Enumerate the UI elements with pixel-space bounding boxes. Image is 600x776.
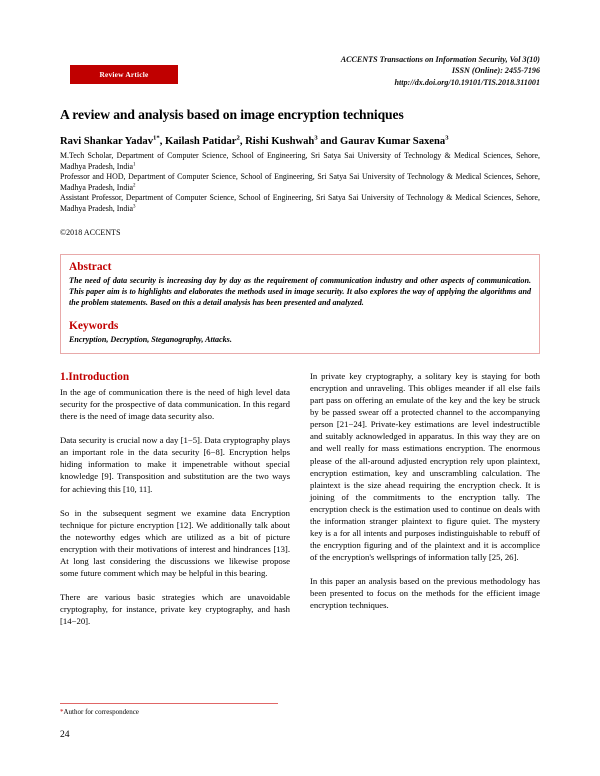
journal-issn-line: ISSN (Online): 2455-7196 [451, 66, 540, 76]
page-number: 24 [60, 729, 70, 740]
author-sup-4: 3 [445, 134, 449, 142]
author-name-1: Ravi Shankar Yadav [60, 136, 154, 147]
page-footer [60, 703, 290, 740]
footnote-divider [60, 703, 278, 704]
paragraph: So in the subsequent segment we examine data Encryption technique for picture encryption [12]. We additionally talk about the noteworthy edges which are utilized as a bit of picture encryption with their motivations of interest and hindrances [13]. At long last considering the discussions we likewise propose some future comment which may be helpful in this bearing. [60, 507, 290, 578]
author-sup-1: 1* [153, 134, 160, 142]
abstract-heading: Abstract [69, 260, 112, 273]
affiliation-2 [60, 172, 540, 193]
journal-title-line: ACCENTS Transactions on Information Security, Vol 3(10) [340, 55, 540, 64]
introduction-heading: 1.Introduction [60, 371, 130, 384]
keywords-text: Encryption, Decryption, Steganography, Attacks. [69, 335, 232, 345]
affiliation-2-text: Professor and HOD, Department of Computer Science, School of Engineering, Sri Satya Sai University of Technology & Medical Sciences, Sehore, Madhya Pradesh, India [60, 172, 540, 192]
abstract-box [60, 254, 540, 355]
affiliation-1-text: M.Tech Scholar, Department of Computer Science, School of Engineering, Sri Satya Sai University of Technology & Medical Sciences, Sehore, Madhya Pradesh, India [60, 151, 540, 171]
paragraph: In private key cryptography, a solitary key is staying for both encryption and unraveling. This obliges meander if all else fails part pass on offering an emulate of the key and the key be struck by be passed swear off a protected channel to the accompanying person [21−24]. Private-key estimations are level indestructible and suitably acknowledged in apparatus. In this way they are on and well really for mass estimations encryption. The enormous please of the all-around adjusted encryption rely upon plaintext, encryption estimation, key and unscrambling calculation. The plaintext is the size ahead requiring the encryption check. It is joining of the commitments to the encryption tally. The encryption check is the estimation used to continue on deals with the information stranger plaintext to figure quiet. The mystery key is a for all intents and purposes indistinguishable to rebuff of the encryption figuring and of the plaintext and it is accomplice of the encryption's wellsprings of information tally [25, 26]. [310, 371, 540, 562]
body-columns [60, 370, 540, 627]
affiliation-3 [60, 193, 540, 214]
footnote-text: Author for correspondence [63, 708, 139, 716]
paragraph: There are various basic strategies which are unavoidable cryptography, for instance, private key cryptography, and hash [14−20]. [60, 591, 290, 626]
page-title: A review and analysis based on image encryption techniques [60, 107, 404, 122]
author-sup-3: 3 [314, 134, 318, 142]
paragraph: In the age of communication there is the need of high level data security for the prospective of data communication. In this regard there is the need of image data security also. [60, 387, 290, 422]
keywords-heading: Keywords [69, 320, 119, 333]
left-column [60, 370, 290, 627]
author-list [60, 135, 540, 149]
masthead [60, 52, 540, 98]
correspondence-footnote [60, 708, 290, 717]
author-name-3: , Rishi Kushwah [239, 136, 315, 147]
review-article-badge: Review Article [70, 65, 178, 84]
author-sup-2: 2 [236, 134, 240, 142]
affiliation-2-sup: 2 [132, 183, 136, 189]
affiliation-3-text: Assistant Professor, Department of Computer Science, School of Engineering, Sri Satya Sai University of Technology & Medical Sciences, Sehore, Madhya Pradesh, India [60, 193, 540, 213]
paragraph: Data security is crucial now a day [1−5]. Data cryptography plays an important role in the data security [6−8]. Encryption helps hiding information to make it impenetrable without special knowledge [9]. Transposition and substitution are the two ways for achieving this [10, 11]. [60, 435, 290, 494]
paragraph: In this paper an analysis based on the previous methodology has been presented to focus on the methods for the efficient image encryption techniques. [310, 575, 540, 611]
author-name-2: , Kailash Patidar [159, 136, 237, 147]
author-name-4: and Gaurav Kumar Saxena [317, 136, 446, 147]
footnote-asterisk: * [60, 708, 64, 716]
copyright-line: ©2018 ACCENTS [60, 227, 121, 237]
affiliation-list [60, 151, 540, 215]
affiliation-1 [60, 151, 540, 172]
abstract-text: The need of data security is increasing day by day as the requirement of communication industry and other aspects of communication. This paper aim is to highlights and elaborates the methods used in image security. It also explores the way of applying the algorithms and the problem statements. Based on this a detail analysis has been presented and analyzed. [69, 275, 531, 307]
affiliation-1-sup: 1 [132, 161, 136, 167]
affiliation-3-sup: 3 [132, 204, 136, 210]
right-column [310, 370, 540, 627]
journal-doi-line[interactable]: http://dx.doi.org/10.19101/TIS.2018.311001 [394, 77, 540, 87]
